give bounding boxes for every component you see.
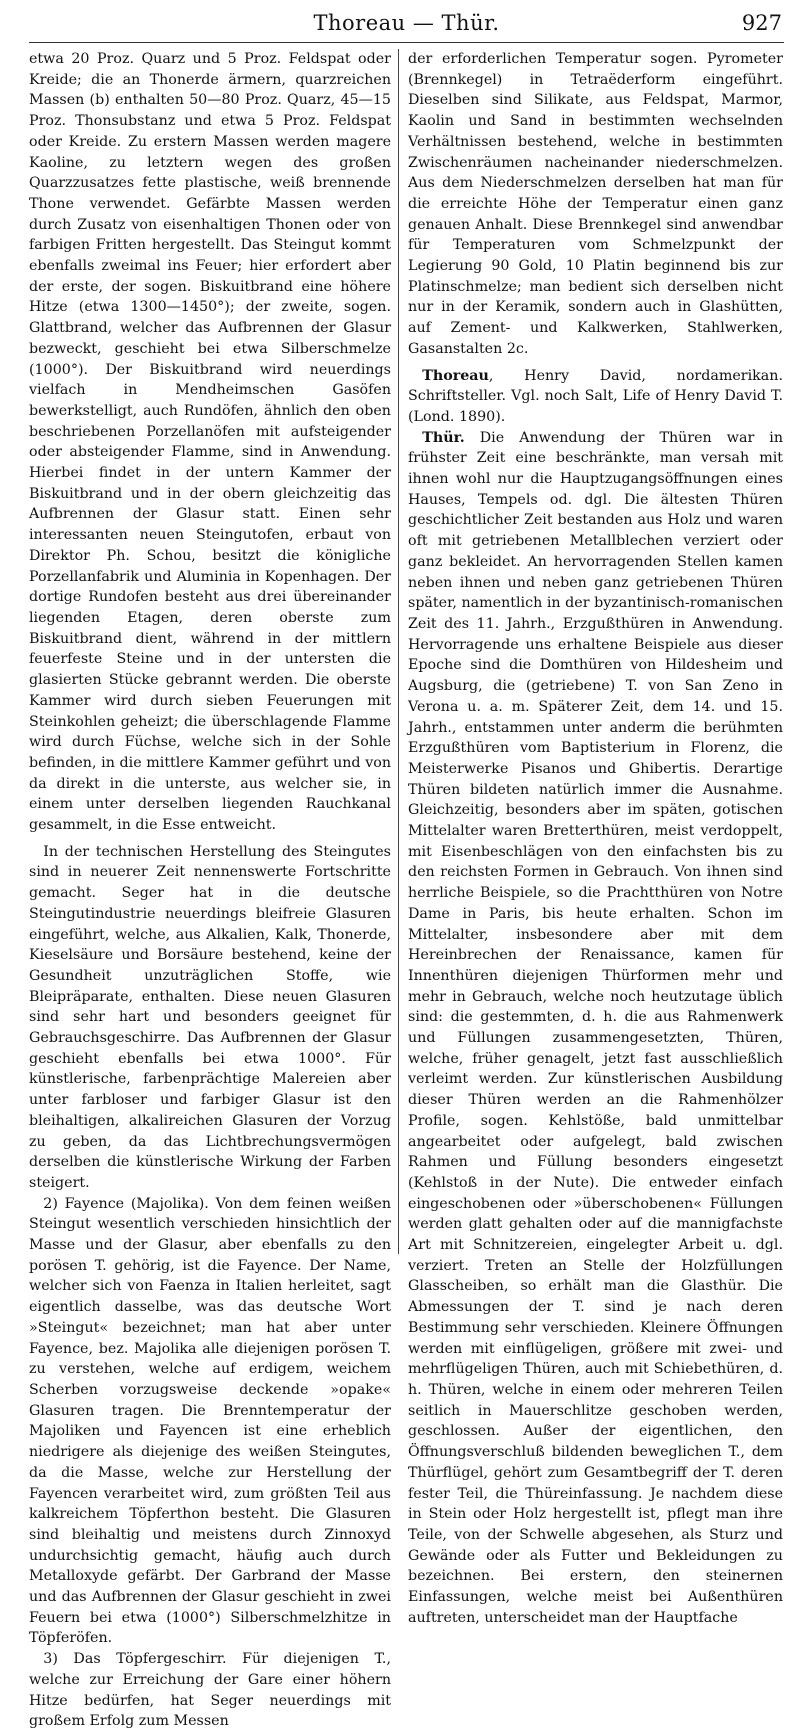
text-columns [29, 49, 788, 1730]
column-divider [398, 49, 399, 1254]
running-header [29, 6, 784, 43]
entry-thoreau [408, 366, 783, 428]
paragraph: der erforderlichen Temperatur sogen. Pyrometer (Brennkegel) in Tetraëderform eingeführt. Dieselben sind Silikate, aus Feldspat, Marmor, Kaolin und Sand in bestimmten wechselnden Verhältnissen bestehend, welche in bestimmten Zwischenräumen nacheinander niederschmelzen. Aus dem Niederschmelzen derselben hat man für die erreichte Höhe der Temperatur einen ganz genauen Anhalt. Diese Brennkegel sind anwendbar für Temperaturen vom Schmelzpunkt der Legierung 90 Gold, 10 Platin beginnend bis zur Platinschmelze; man bedient sich derselben nicht nur in der Keramik, sondern auch in Glashütten, auf Zement- und Kalkwerken, Stahlwerken, Gasanstalten 2c. [408, 51, 783, 357]
entry-text: Die Anwendung der Thüren war in frühster Zeit eine beschränkte, man versah mit ihnen wohl nur die Hauptzugangsöffnungen eines Hauses, Tempels od. dgl. Die ältesten Thüren geschichtlicher Zeit bestanden aus Holz und waren oft mit getriebenen Metallblechen verziert oder ganz bekleidet. An hervorragenden Stellen kamen neben ihnen und neben ganz getriebenen Thüren später, namentlich in der byzantinisch-romanischen Zeit des 11. Jahrh., Erzgußthüren in Anwendung. Hervorragende uns erhaltene Beispiele aus dieser Epoche sind die Domthüren von Hildesheim und Augsburg, die (getriebene) T. von San Zeno in Verona u. a. m. Späterer Zeit, dem 14. und 15. Jahrh., entstammen unter anderm die berühmten Erzgußthüren vom Baptisterium in Florenz, die Meisterwerke Pisanos und Ghibertis. Derartige Thüren bildeten natürlich immer die Ausnahme. Gleichzeitig, besonders aber im späten, gotischen Mittelalter waren Bretterthüren, meist verdoppelt, mit Eisenbeschlägen von den einfachsten bis zu den reichsten Formen in Gebrauch. Von ihnen sind herrliche Beispiele, so die Prachtthüren von Notre Dame in Paris, bis heute erhalten. Schon im Mittelalter, insbesondere aber mit dem Hereinbrechen der Renaissance, kamen für Innenthüren diejenigen Thürformen mehr und mehr in Gebrauch, welche noch heutzutage üblich sind: die gestemmten, d. h. die aus Rahmenwerk und Füllungen zusammengesetzten, Thüren, welche, früher genagelt, jetzt fast ausschließlich verleimt werden. Zur künstlerischen Ausbildung dieser Thüren werden an die Rahmenhölzer Profile, sogen. Kehlstöße, bald unmittelbar angearbeitet oder aufgelegt, bald zwischen Rahmen und Füllung besonders eingesetzt (Kehlstoß in der Nute). Die entweder einfach eingeschobenen oder »überschobenen« Füllungen werden glatt gehalten oder auf die mannigfachste Art mit Schnitzereien, eingelegter Arbeit u. dgl. verziert. Treten an Stelle der Holzfüllungen Glasscheiben, so erhält man die Glasthür. Die Abmessungen der T. sind je nach deren Bestimmung sehr verschieden. Kleinere Öffnungen werden mit einflügeligen, größere mit zwei- und mehrflügeligen Thüren, auch mit Schiebethüren, d. h. Thüren, welche in einem oder mehreren Teilen seitlich in Mauerschlitze geschoben werden, geschlossen. Außer der eigentlichen, den Öffnungsverschluß bildenden beweglichen T., dem Thürflügel, gehört zum Gesamtbegriff der T. deren fester Teil, die Thüreinfassung. Je nachdem diese in Stein oder Holz hergestellt ist, pflegt man ihre Teile, von der Schwelle abgesehen, als Sturz und Gewände oder als Futter und Bekleidungen zu bezeichnen. Bei erstern, den steinernen Einfassungen, welche meist bei Außenthüren auftreten, unterscheidet man der Hauptfache [408, 429, 783, 1626]
entry-thuer [408, 428, 783, 1629]
left-column [29, 49, 391, 1730]
paragraph: 2) Fayence (Majolika). Von dem feinen weißen Steingut wesentlich verschieden hinsichtlich der Masse und der Glasur, aber ebenfalls zu den porösen T. gehörig, ist die Fayence. Der Name, welcher sich von Faenza in Italien herleitet, sagt eigentlich dasselbe, was das deutsche Wort »Steingut« bezeichnet; man hat aber unter Fayence, bez. Majolika alle diejenigen porösen T. zu verstehen, welche auf erdigem, weichem Scherben vorzugsweise deckende »opake« Glasuren tragen. Die Brenntemperatur der Majoliken und Fayencen ist eine erheblich niedrigere als diejenige des weißen Steingutes, da die Masse, welche zur Herstellung der Fayencen verarbeitet wird, zum größten Teil aus kalkreichem Töpferthon besteht. Die Glasuren sind bleihaltig und meistens durch Zinnoxyd undurchsichtig gemacht, häufig auch durch Metalloxyde gefärbt. Der Garbrand der Masse und das Aufbrennen der Glasur geschieht in zwei Feuern bei etwa (1000°) Silberschmelzhitze in Töpferöfen. [29, 1195, 391, 1647]
right-column [408, 49, 783, 1626]
entry-headword: Thür. [422, 429, 465, 446]
entry-text: , Henry David, nordamerikan. Schriftsteller. Vgl. noch Salt, Life of Henry David T. (Lond. 1890). [408, 367, 783, 425]
paragraph: In der technischen Herstellung des Steingutes sind in neuerer Zeit nennenswerte Fortschritte gemacht. Seger hat in die deutsche Steingutindustrie neuerdings bleifreie Glasuren eingeführt, welche, aus Alkalien, Kalk, Thonerde, Kieselsäure und Borsäure bestehend, keine der Gesundheit unzuträglichen Stoffe, wie Bleipräparate, enthalten. Diese neuen Glasuren sind sehr hart und besonders geeignet für Gebrauchsgeschirre. Das Aufbrennen der Glasur geschieht ebenfalls bei etwa 1000°. Für künstlerische, farbenprächtige Malereien aber unter farbloser und farbiger Glasur ist den bleihaltigen, alkalireichen Glasuren der Vorzug zu geben, da das Lichtbrechungsvermögen derselben die künstlerische Wirkung der Farben steigert. [29, 843, 391, 1191]
page-title: Thoreau — Thür. [313, 11, 500, 35]
paragraph: 3) Das Töpfergeschirr. Für diejenigen T., welche zur Erreichung der Gare einer höhern Hitze bedürfen, hat Seger neuerdings mit großem Erfolg zum Messen [29, 1651, 391, 1730]
entry-headword: Thoreau [422, 367, 489, 384]
paragraph: etwa 20 Proz. Quarz und 5 Proz. Feldspat oder Kreide; die an Thonerde ärmern, quarzreichen Massen (b) enthalten 50—80 Proz. Quarz, 45—15 Proz. Thonsubstanz und etwa 5 Proz. Feldspat oder Kreide. Zu erstern Massen werden magere Kaoline, zu letztern wegen des großen Quarzzusatzes fette plastische, weiß brennende Thone verwendet. Gefärbte Massen werden durch Zusatz von eisenhaltigen Thonen oder von farbigen Fritten hergestellt. Das Steingut kommt ebenfalls zweimal ins Feuer; hier erfordert aber der erste, der sogen. Biskuitbrand eine höhere Hitze (etwa 1300—1450°); der zweite, sogen. Glattbrand, welcher das Aufbrennen der Glasur bezweckt, geschieht bei etwa Silberschmelze (1000°). Der Biskuitbrand wird neuerdings vielfach in Mendheimschen Gasöfen bewerkstelligt, auch Rundöfen, ähnlich den oben beschriebenen Porzellanöfen mit aufsteigender oder absteigender Flamme, sind in Anwendung. Hierbei findet in der untern Kammer der Biskuitbrand und in der obern gleichzeitig das Aufbrennen der Glasur statt. Einen sehr interessanten neuen Steingutofen, erbaut von Direktor Ph. Schou, besitzt die königliche Porzellanfabrik und Aluminia in Kopenhagen. Der dortige Rundofen besteht aus drei übereinander liegenden Etagen, deren oberste zum Biskuitbrand dient, während in der mittlern feuerfeste Steine und in der untersten die glasierten Stücke gebrannt werden. Die oberste Kammer wird durch sieben Feuerungen mit Steinkohlen geheizt; die überschlagende Flamme wird durch Füchse, welche sich in der Sohle befinden, in die mittlere Kammer geführt und von da direkt in die unterste, aus welcher sie, in einem unter derselben liegenden Rauchkanal gesammelt, in die Esse entweicht. [29, 51, 391, 834]
page-number: 927 [741, 11, 782, 35]
